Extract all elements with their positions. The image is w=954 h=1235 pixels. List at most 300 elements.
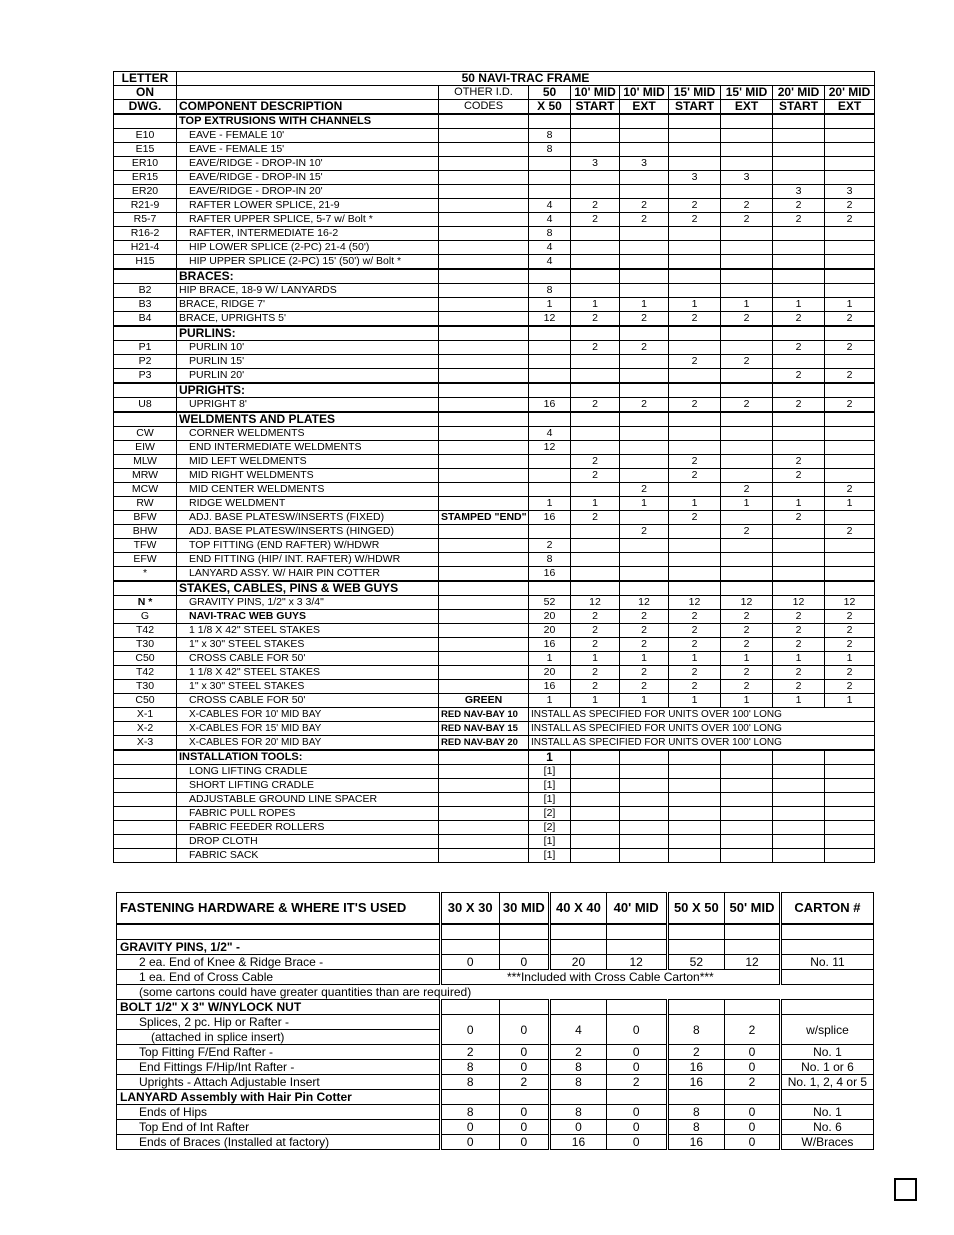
qty-cell: 2 [773, 610, 825, 624]
component-description: PURLIN 10' [177, 341, 439, 355]
section-letter-cell [114, 412, 177, 427]
qty-cell [773, 383, 825, 398]
qty-cell: 2 [620, 398, 669, 413]
hardware-section-title: GRAVITY PINS, 1/2" - [117, 940, 441, 955]
qty-cell [825, 567, 875, 582]
id-code: GREEN [439, 694, 529, 708]
qty-cell: 1 [669, 652, 721, 666]
qty-cell: 12 [529, 441, 571, 455]
hardware-qty-cell: 2 [440, 1045, 499, 1060]
empty-cell [780, 924, 873, 940]
qty-cell [825, 114, 875, 129]
section-title: TOP EXTRUSIONS WITH CHANNELS [177, 114, 439, 129]
part-letter: B3 [114, 298, 177, 312]
part-letter: EFW [114, 553, 177, 567]
hardware-row [117, 1105, 874, 1120]
hardware-qty-cell: 0 [725, 1120, 781, 1135]
empty-cell [667, 940, 725, 955]
part-letter: P1 [114, 341, 177, 355]
component-description: HIP UPPER SPLICE (2-PC) 15' (50') w/ Bolt * [177, 255, 439, 270]
empty-cell [499, 940, 550, 955]
qty-cell [571, 567, 620, 582]
hardware-qty-cell: 0 [725, 1105, 781, 1120]
part-letter [114, 835, 177, 849]
qty-cell: 2 [669, 680, 721, 694]
qty-cell: 4 [529, 427, 571, 441]
hardware-use-label: Top End of Int Rafter [117, 1120, 441, 1135]
qty-cell: 2 [773, 312, 825, 327]
qty-cell [669, 227, 721, 241]
header-col-b: EXT [825, 100, 875, 115]
component-description: SHORT LIFTING CRADLE [177, 779, 439, 793]
hardware-qty-cell: 16 [667, 1135, 725, 1150]
hardware-qty-cell: 0 [725, 1045, 781, 1060]
component-row [114, 199, 875, 213]
qty-cell: 2 [571, 213, 620, 227]
part-letter [114, 793, 177, 807]
qty-cell [529, 355, 571, 369]
qty-cell [620, 835, 669, 849]
component-row [114, 610, 875, 624]
component-row [114, 849, 875, 863]
component-description: CORNER WELDMENTS [177, 427, 439, 441]
qty-cell [620, 284, 669, 298]
hardware-qty-cell: 2 [667, 1045, 725, 1060]
hardware-qty-cell: 8 [440, 1105, 499, 1120]
qty-cell: 2 [825, 666, 875, 680]
qty-cell: 8 [529, 129, 571, 143]
component-row [114, 779, 875, 793]
qty-cell [669, 255, 721, 270]
empty-cell [667, 1090, 725, 1105]
qty-cell [571, 793, 620, 807]
qty-cell [620, 539, 669, 553]
section-row [114, 750, 875, 765]
component-description: CROSS CABLE FOR 50' [177, 652, 439, 666]
header-col-a: 15' MID [721, 86, 773, 100]
qty-cell [529, 341, 571, 355]
hardware-use-label: Uprights - Attach Adjustable Insert [117, 1075, 441, 1090]
part-letter [114, 821, 177, 835]
qty-cell [721, 581, 773, 596]
qty-cell [669, 284, 721, 298]
empty-cell [606, 1090, 667, 1105]
qty-cell [571, 807, 620, 821]
hardware-qty-cell: No. 1, 2, 4 or 5 [780, 1075, 873, 1090]
hardware-qty-cell: 0 [499, 1015, 550, 1045]
qty-cell [825, 383, 875, 398]
hardware-qty-cell: 0 [499, 1135, 550, 1150]
qty-cell [721, 269, 773, 284]
qty-cell: 2 [773, 455, 825, 469]
part-letter: X-3 [114, 736, 177, 751]
id-code [439, 849, 529, 863]
section-row [114, 412, 875, 427]
qty-cell [773, 412, 825, 427]
id-code: STAMPED "END" [439, 511, 529, 525]
part-letter: U8 [114, 398, 177, 413]
qty-cell [773, 143, 825, 157]
install-note: INSTALL AS SPECIFIED FOR UNITS OVER 100' LONG [529, 708, 875, 722]
section-row [114, 269, 875, 284]
qty-cell: 1 [773, 298, 825, 312]
qty-cell: 1 [529, 298, 571, 312]
qty-cell: 2 [825, 483, 875, 497]
qty-cell [620, 750, 669, 765]
part-letter: E15 [114, 143, 177, 157]
codes-cell [439, 114, 529, 129]
empty-cell [725, 924, 781, 940]
qty-cell [529, 369, 571, 384]
header-col-b: START [669, 100, 721, 115]
id-code [439, 129, 529, 143]
qty-cell [721, 341, 773, 355]
qty-cell [571, 849, 620, 863]
qty-cell: 2 [721, 199, 773, 213]
qty-cell [620, 412, 669, 427]
header-codes: CODES [439, 100, 529, 115]
empty-cell [725, 1090, 781, 1105]
component-description: MID RIGHT WELDMENTS [177, 469, 439, 483]
qty-cell: 2 [721, 680, 773, 694]
empty-cell [499, 924, 550, 940]
header-dwg: DWG. [114, 100, 177, 115]
qty-cell [721, 241, 773, 255]
qty-cell: 2 [721, 666, 773, 680]
qty-cell: 2 [825, 398, 875, 413]
section-row [114, 383, 875, 398]
id-code [439, 171, 529, 185]
qty-cell [571, 114, 620, 129]
qty-cell [620, 269, 669, 284]
qty-cell [721, 157, 773, 171]
component-row [114, 525, 875, 539]
header-col-a: 10' MID [620, 86, 669, 100]
qty-cell: 1 [571, 652, 620, 666]
qty-cell: 2 [721, 355, 773, 369]
qty-cell [669, 383, 721, 398]
qty-cell [669, 750, 721, 765]
component-description: ADJUSTABLE GROUND LINE SPACER [177, 793, 439, 807]
codes-cell [439, 581, 529, 596]
qty-cell: 1 [620, 694, 669, 708]
id-code [439, 284, 529, 298]
part-letter: CW [114, 427, 177, 441]
qty-cell: 2 [571, 199, 620, 213]
qty-cell [571, 581, 620, 596]
qty-cell: 2 [620, 341, 669, 355]
header-on: ON [114, 86, 177, 100]
component-row [114, 638, 875, 652]
qty-cell: 3 [571, 157, 620, 171]
qty-cell [721, 553, 773, 567]
component-description: UPRIGHT 8' [177, 398, 439, 413]
qty-cell [721, 793, 773, 807]
hardware-qty-cell: 12 [606, 955, 667, 970]
hardware-qty-cell: 12 [725, 955, 781, 970]
part-letter: T30 [114, 680, 177, 694]
hardware-qty-cell: 0 [606, 1060, 667, 1075]
qty-cell [571, 779, 620, 793]
qty-cell: 1 [773, 652, 825, 666]
qty-cell [825, 511, 875, 525]
component-row [114, 497, 875, 511]
qty-cell [571, 255, 620, 270]
qty-cell [669, 157, 721, 171]
qty-cell: 2 [825, 341, 875, 355]
part-letter: B2 [114, 284, 177, 298]
qty-cell [529, 525, 571, 539]
id-code [439, 199, 529, 213]
qty-cell [825, 269, 875, 284]
id-code [439, 255, 529, 270]
component-description: BRACE, UPRIGHTS 5' [177, 312, 439, 327]
header-col-a: 10' MID [571, 86, 620, 100]
qty-cell: 12 [773, 596, 825, 610]
qty-cell [571, 765, 620, 779]
hardware-qty-cell: 0 [606, 1120, 667, 1135]
qty-cell: 20 [529, 624, 571, 638]
qty-cell: 12 [620, 596, 669, 610]
id-code [439, 455, 529, 469]
qty-cell: 3 [773, 185, 825, 199]
qty-cell [825, 326, 875, 341]
empty-cell [550, 1090, 607, 1105]
qty-cell [669, 185, 721, 199]
hardware-qty-cell: 0 [499, 955, 550, 970]
qty-cell: 1 [529, 497, 571, 511]
qty-cell: 2 [669, 469, 721, 483]
id-code [439, 807, 529, 821]
hardware-qty-cell: 0 [440, 1135, 499, 1150]
hardware-qty-cell: 2 [550, 1045, 607, 1060]
qty-cell [773, 779, 825, 793]
component-description: GRAVITY PINS, 1/2" x 3 3/4" [177, 596, 439, 610]
hardware-section-row [117, 1090, 874, 1105]
hardware-use-label: Top Fitting F/End Rafter - [117, 1045, 441, 1060]
id-code [439, 441, 529, 455]
qty-cell: 2 [571, 638, 620, 652]
qty-cell [773, 849, 825, 863]
qty-cell: 2 [620, 610, 669, 624]
qty-cell: 2 [825, 610, 875, 624]
qty-cell: 2 [529, 539, 571, 553]
hardware-use-label: 2 ea. End of Knee & Ridge Brace - [117, 955, 441, 970]
hardware-qty-cell: 0 [440, 1120, 499, 1135]
component-description: RAFTER, INTERMEDIATE 16-2 [177, 227, 439, 241]
component-row [114, 469, 875, 483]
section-title: INSTALLATION TOOLS: [177, 750, 439, 765]
qty-cell: 1 [825, 497, 875, 511]
frame-title: 50 NAVI-TRAC FRAME [177, 72, 875, 86]
component-row [114, 765, 875, 779]
qty-cell: 1 [529, 750, 571, 765]
qty-cell [825, 241, 875, 255]
header-component: COMPONENT DESCRIPTION [177, 100, 439, 115]
component-description: PURLIN 15' [177, 355, 439, 369]
qty-cell [571, 284, 620, 298]
qty-cell [571, 483, 620, 497]
qty-cell [571, 525, 620, 539]
qty-cell [825, 157, 875, 171]
qty-cell: 3 [620, 157, 669, 171]
component-description: FABRIC PULL ROPES [177, 807, 439, 821]
qty-cell [825, 412, 875, 427]
qty-cell [773, 750, 825, 765]
component-row [114, 341, 875, 355]
qty-cell [825, 765, 875, 779]
qty-cell [571, 269, 620, 284]
hardware-qty-cell: 8 [440, 1075, 499, 1090]
qty-cell: 2 [825, 638, 875, 652]
qty-cell [620, 765, 669, 779]
hardware-qty-cell: 20 [550, 955, 607, 970]
qty-cell [669, 114, 721, 129]
id-code [439, 793, 529, 807]
qty-cell [773, 793, 825, 807]
qty-cell: 12 [669, 596, 721, 610]
empty-cell [550, 1000, 607, 1015]
part-letter: N * [114, 596, 177, 610]
qty-cell: 2 [571, 680, 620, 694]
qty-cell [620, 581, 669, 596]
codes-cell [439, 383, 529, 398]
qty-cell [571, 227, 620, 241]
qty-cell [529, 455, 571, 469]
component-row [114, 835, 875, 849]
qty-cell: 2 [825, 369, 875, 384]
qty-cell [773, 835, 825, 849]
install-note: INSTALL AS SPECIFIED FOR UNITS OVER 100' LONG [529, 736, 875, 751]
qty-cell [571, 383, 620, 398]
qty-cell: 2 [571, 312, 620, 327]
part-letter [114, 765, 177, 779]
qty-cell: [2] [529, 807, 571, 821]
part-letter: P3 [114, 369, 177, 384]
part-letter: H21-4 [114, 241, 177, 255]
section-letter-cell [114, 750, 177, 765]
hardware-qty-cell: 0 [606, 1135, 667, 1150]
qty-cell [721, 750, 773, 765]
component-row [114, 539, 875, 553]
qty-cell [825, 355, 875, 369]
component-row [114, 455, 875, 469]
qty-cell: 2 [571, 455, 620, 469]
qty-cell [620, 779, 669, 793]
qty-cell [825, 284, 875, 298]
component-row [114, 171, 875, 185]
qty-cell [571, 171, 620, 185]
qty-cell [669, 553, 721, 567]
qty-cell: 4 [529, 255, 571, 270]
qty-cell [620, 427, 669, 441]
section-letter-cell [114, 581, 177, 596]
qty-cell [620, 455, 669, 469]
qty-cell: 2 [669, 610, 721, 624]
hardware-qty-cell: 2 [725, 1075, 781, 1090]
empty-cell [606, 940, 667, 955]
qty-cell [669, 581, 721, 596]
qty-cell: 1 [571, 694, 620, 708]
qty-cell: 4 [529, 213, 571, 227]
component-description: EAVE - FEMALE 15' [177, 143, 439, 157]
qty-cell: 2 [721, 525, 773, 539]
component-row [114, 255, 875, 270]
qty-cell [669, 821, 721, 835]
part-letter: TFW [114, 539, 177, 553]
qty-cell: 2 [773, 469, 825, 483]
component-row [114, 483, 875, 497]
qty-cell [669, 326, 721, 341]
qty-cell [529, 483, 571, 497]
qty-cell: 12 [571, 596, 620, 610]
component-description: 1 1/8 X 42" STEEL STAKES [177, 666, 439, 680]
qty-cell [773, 157, 825, 171]
qty-cell: 4 [529, 241, 571, 255]
qty-cell: 20 [529, 610, 571, 624]
qty-cell [571, 750, 620, 765]
qty-cell [721, 835, 773, 849]
qty-cell: 1 [529, 694, 571, 708]
empty-cell [606, 1000, 667, 1015]
qty-cell: [2] [529, 821, 571, 835]
part-letter: T42 [114, 666, 177, 680]
part-letter: ER15 [114, 171, 177, 185]
qty-cell: 2 [773, 511, 825, 525]
qty-cell [620, 129, 669, 143]
component-description: RAFTER LOWER SPLICE, 21-9 [177, 199, 439, 213]
hardware-row [117, 1135, 874, 1150]
empty-cell [667, 924, 725, 940]
hardware-qty-cell: 16 [550, 1135, 607, 1150]
hardware-section-title: LANYARD Assembly with Hair Pin Cotter [117, 1090, 441, 1105]
qty-cell [669, 765, 721, 779]
qty-cell: 2 [721, 624, 773, 638]
qty-cell [721, 765, 773, 779]
qty-cell [529, 157, 571, 171]
part-letter: R21-9 [114, 199, 177, 213]
qty-cell [825, 750, 875, 765]
hardware-header-row [117, 893, 874, 925]
id-code [439, 227, 529, 241]
qty-cell [721, 779, 773, 793]
component-description: FABRIC FEEDER ROLLERS [177, 821, 439, 835]
hardware-header-cell: 30 X 30 [440, 893, 499, 925]
qty-cell [529, 114, 571, 129]
part-letter: B4 [114, 312, 177, 327]
qty-cell: 3 [721, 171, 773, 185]
qty-cell: 1 [669, 694, 721, 708]
qty-cell [825, 441, 875, 455]
component-row [114, 157, 875, 171]
x-cable-row [114, 722, 875, 736]
component-description: 1" x 30" STEEL STAKES [177, 638, 439, 652]
qty-cell: 2 [825, 525, 875, 539]
qty-cell [669, 269, 721, 284]
qty-cell [620, 241, 669, 255]
hardware-qty-cell: 8 [550, 1105, 607, 1120]
id-code [439, 241, 529, 255]
component-row [114, 241, 875, 255]
qty-cell: 1 [529, 652, 571, 666]
qty-cell: 2 [669, 455, 721, 469]
part-letter: C50 [114, 652, 177, 666]
qty-cell: 2 [721, 398, 773, 413]
part-letter: ER10 [114, 157, 177, 171]
qty-cell [825, 455, 875, 469]
header-col-b: EXT [721, 100, 773, 115]
qty-cell [773, 129, 825, 143]
